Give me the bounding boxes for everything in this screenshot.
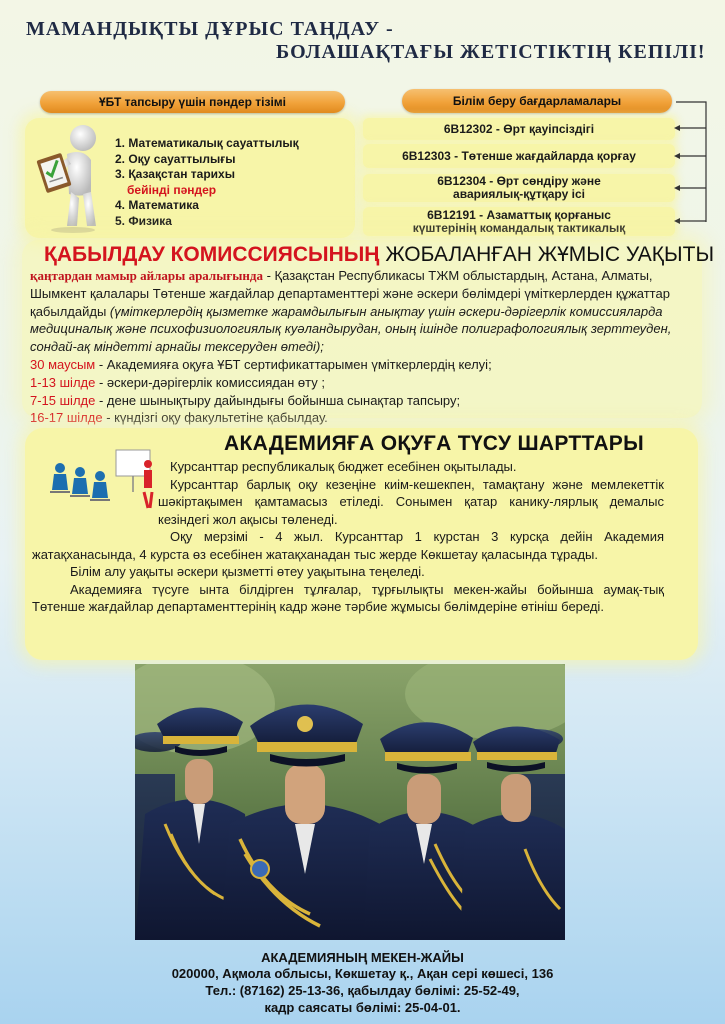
conditions-paragraph: Академияға түсуге ынта білдірген тұлғалар, тұрғылықты мекен-жайы бойынша аумақ-тық Төтенше жағдайлар департаменттерінің кадр және тәрбие жұмысы бөлімдеріне өтініш береді.	[32, 581, 664, 614]
programs-header: Білім беру бағдарламалары	[402, 89, 672, 113]
program-item	[363, 207, 675, 236]
commission-period: қаңтардан мамыр айлары аралығында	[30, 268, 263, 283]
address-line: 020000, Ақмола облысы, Көкшетау қ., Ақан сері көшесі, 136	[171, 966, 554, 981]
person-with-clipboard-icon	[33, 122, 113, 234]
program-item	[363, 174, 675, 202]
schedule-date: 16-17 шілде	[30, 410, 103, 426]
schedule-text: - Академияға оқуға ҰБТ сертификаттарымен үміткерлердің келуі;	[95, 356, 492, 372]
page-title-line-1: МАМАНДЫҚТЫ ДҰРЫС ТАҢДАУ -	[26, 18, 394, 40]
commission-title-black: ЖОБАЛАНҒАН ЖҰМЫС УАҚЫТЫ	[385, 243, 715, 266]
address-title: АКАДЕМИЯНЫҢ МЕКЕН-ЖАЙЫ	[261, 950, 464, 965]
schedule-date: 30 маусым	[30, 356, 96, 372]
phone-line: кадр саясаты бөлімі: 25-04-01.	[264, 1000, 461, 1015]
program-line: 6В12191 - Азаматтық қорғаныс	[427, 207, 611, 222]
list-item: 1. Математикалық сауаттылық	[115, 136, 299, 150]
phone-line: Тел.: (87162) 25-13-36, қабылдау бөлімі: 25-52-49,	[205, 983, 520, 998]
program-line: күштерінің командалық тактикалық	[412, 220, 626, 235]
commission-text	[30, 267, 702, 427]
conditions-paragraph: Оқу мерзімі - 4 жыл. Курсанттар 1 курстан 3 курсқа дейін Академия жатақханасында, 4 курста өз есебінен жатақханадан тыс жерде Көкшетау қаласында тұрады.	[32, 529, 664, 562]
conditions-paragraph: Курсанттар барлық оқу кезеңіне киім-кешекпен, тамақтану және мемлекеттік шәкіртақымен қамтамасыз етіледі. Сонымен қатар канику-лярлық демалыс кезіндегі жол ақысы төленеді.	[158, 476, 664, 527]
schedule-date: 1-13 шілде	[30, 374, 96, 390]
schedule-text: - әскери-дәрігерлік комиссиядан өту ;	[95, 374, 325, 390]
schedule-date: 7-15 шілде	[30, 392, 96, 408]
cadets-photo	[135, 664, 565, 940]
conditions-paragraph: Білім алу уақыты әскери қызметті өтеу уақытына теңеледі.	[70, 564, 425, 579]
exam-subjects-list	[115, 136, 299, 229]
program-item: 6В12303 - Төтенше жағдайларда қорғау	[363, 144, 675, 168]
program-line: 6В12304 - Өрт сөндіру және	[437, 174, 601, 188]
page-title-line-2: БОЛАШАҚТАҒЫ ЖЕТІСТІКТІҢ КЕПІЛІ!	[276, 41, 706, 63]
list-item: 2. Оқу сауаттылығы	[115, 151, 236, 166]
conditions-title: АКАДЕМИЯҒА ОҚУҒА ТҮСУ ШАРТТАРЫ	[224, 432, 644, 455]
commission-title	[44, 243, 714, 267]
conditions-text	[32, 458, 664, 616]
conditions-paragraph: Курсанттар республикалық бюджет есебінен оқытылады.	[170, 459, 517, 474]
list-item: 5. Физика	[115, 213, 172, 228]
schedule-text: - дене шынықтыру дайындығы бойынша сынақтар тапсыру;	[95, 392, 461, 408]
bracket-arrows-icon	[672, 100, 712, 236]
list-item: 4. Математика	[115, 198, 199, 212]
program-line: авариялық-құтқару ісі	[453, 187, 585, 201]
schedule-text: - күндізгі оқу факультетіне қабылдау.	[102, 410, 328, 426]
profile-subjects-label: бейінді пәндер	[127, 182, 217, 197]
exam-subjects-header: ҰБТ тапсыру үшін пәндер тізімі	[40, 91, 345, 113]
commission-note: (үміткерлердің қызметке жарамдылығын анықтау үшін әскери-дәрігерлік комиссияларда медициналық және психофизиологиялық куәландырудан, оның ішінде полиграфологиялық зерттеуден, сондай-ақ міндетті арнайы тексеруден өтеді);	[30, 303, 672, 355]
commission-title-red: ҚАБЫЛДАУ КОМИССИЯСЫНЫҢ	[44, 243, 380, 266]
program-item: 6В12302 - Өрт қауіпсіздігі	[363, 118, 675, 140]
list-item: 3. Қазақстан тарихы	[115, 167, 235, 181]
commission-intro: - Қазақстан Республикасы ТЖМ облыстардың, Астана, Алматы, Шымкент қалалары Төтенше жағдайлар департаменттері және әскери бөлімдері үміткерлерден құжаттар қабылдайды	[30, 268, 670, 319]
